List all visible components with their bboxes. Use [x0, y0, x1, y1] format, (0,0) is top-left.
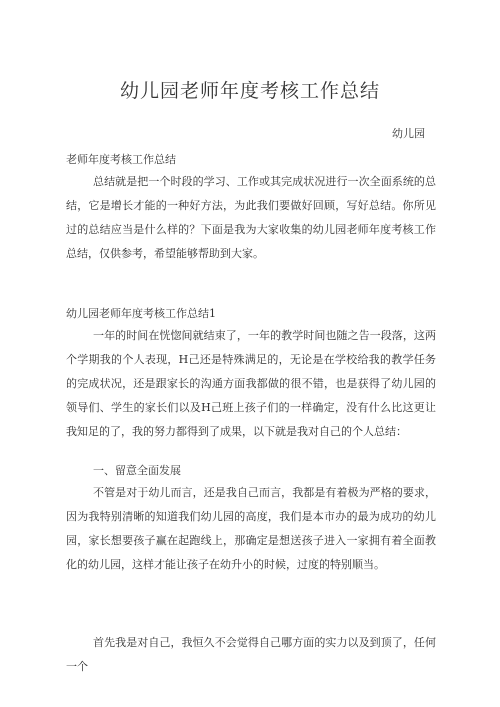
document-title: 幼儿园老师年度考核工作总结: [119, 80, 380, 102]
section1-heading: 幼儿园老师年度考核工作总结1: [66, 307, 216, 320]
subheading-1: 一、留意全面发展: [93, 464, 181, 477]
document-heading: 老师年度考核工作总结: [66, 153, 176, 166]
document-author: 幼儿园: [392, 127, 425, 140]
section1-paragraph-3: 首先我是对自己，我恒久不会觉得自己哪方面的实力以及到顶了，任何一个: [66, 636, 436, 673]
section1-paragraph-1: 一年的时间在恍惚间就结束了，一年的教学时间也随之告一段落，这两个学期我的个人表现，H己还是特殊满足的，无论是在学校给我的教学任务的完成状况，还是跟家长的沟通方面我都做的很不错，也是获得了幼儿园的领导们、学生的家长们以及H己班上孩子们的一样确定，没有什么比这更让我知足的了，我的努力都得到了成果，以下就是我对自己的个人总结：: [66, 329, 436, 438]
section1-paragraph-2: 不管是对于幼儿而言，还是我自己而言，我都是有着极为严格的要求，因为我特别清晰的知道我们幼儿园的高度，我们是本市办的最为成功的幼儿园，家长想要孩子赢在起跑线上，那确定是想送孩子进入一家拥有着全面教化的幼儿园，这样才能让孩子在幼升小的时候，过度的特别顺当。: [66, 486, 436, 571]
intro-paragraph: 总结就是把一个时段的学习、工作或其完成状况进行一次全面系统的总结，它是增长才能的一种好方法，为此我们要做好回顾，写好总结。你所见过的总结应当是什么样的？下面是我为大家收集的幼儿园老师年度考核工作总结，仅供参考，希望能够帮助到大家。: [66, 175, 436, 260]
